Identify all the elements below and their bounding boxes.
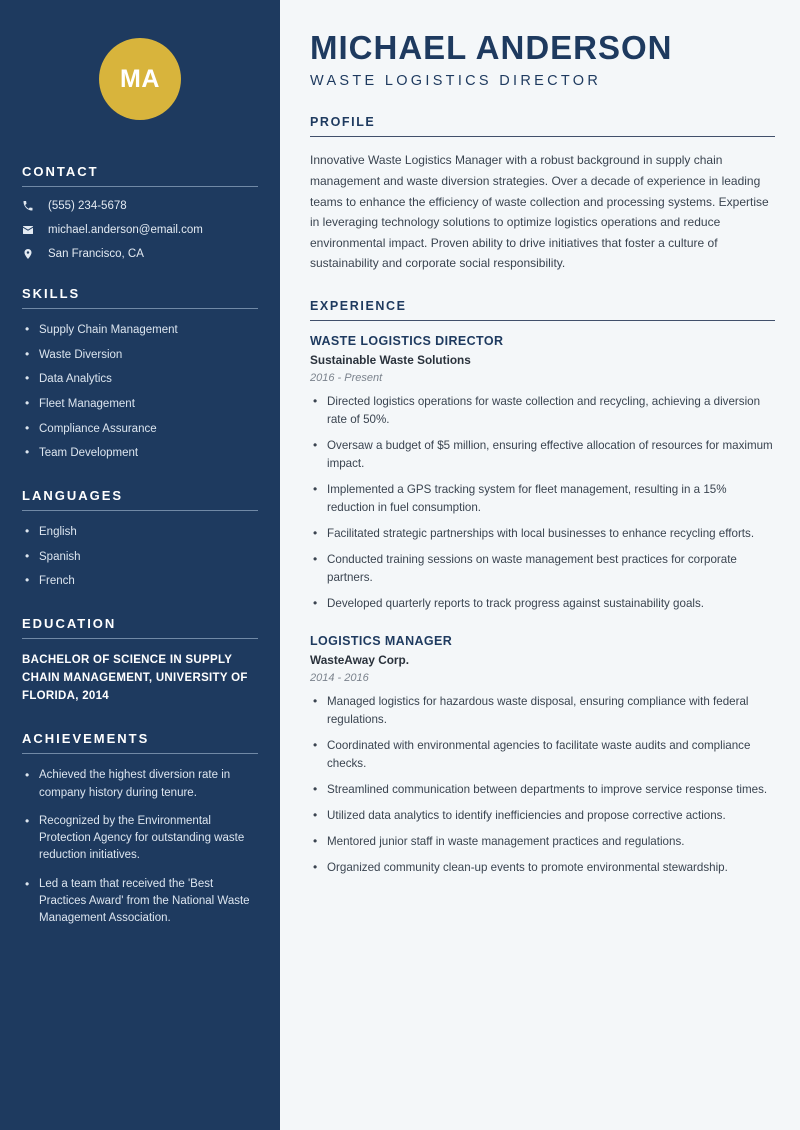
skills-list [22, 322, 258, 462]
envelope-icon [22, 224, 40, 236]
list-item: • Developed quarterly reports to track progress against sustainability goals. [310, 595, 775, 613]
experience-bullets [310, 693, 775, 877]
sidebar [0, 0, 280, 1130]
list-item: • English [22, 524, 258, 541]
main-content [280, 0, 800, 1130]
profile-text: Innovative Waste Logistics Manager with a robust background in supply chain management and waste diversion strategies. Over a decade of experience in leading teams to enhance the efficiency of waste collection and processing systems. Expertise in leveraging technology solutions to optimize logistics operations and reduce environmental impact. Proven ability to drive initiatives that foster a culture of sustainability and corporate social responsibility. [310, 153, 769, 271]
contact-value-phone: (555) 234-5678 [48, 200, 127, 212]
skills-heading: SKILLS [22, 286, 81, 301]
experience-heading: EXPERIENCE [310, 299, 407, 314]
profile-divider [310, 136, 775, 137]
languages-list [22, 524, 258, 590]
contact-value-location: San Francisco, CA [48, 248, 144, 260]
list-item: • Conducted training sessions on waste management best practices for corporate partners. [310, 551, 775, 587]
contact-list [22, 200, 258, 260]
sidebar-section-skills [22, 286, 258, 462]
section-profile [310, 115, 775, 274]
list-item: • Utilized data analytics to identify inefficiencies and propose corrective actions. [310, 807, 775, 825]
sidebar-section-contact [22, 164, 258, 260]
list-item: • Recognized by the Environmental Protection Agency for outstanding waste reduction initiatives. [22, 813, 258, 865]
list-item: • Mentored junior staff in waste management practices and regulations. [310, 833, 775, 851]
languages-divider [22, 510, 258, 511]
contact-divider [22, 186, 258, 187]
list-item: • French [22, 573, 258, 590]
contact-item-email[interactable] [22, 224, 258, 236]
list-item: • Streamlined communication between departments to improve service response times. [310, 781, 775, 799]
list-item: • Implemented a GPS tracking system for fleet management, resulting in a 15% reduction in fuel consumption. [310, 481, 775, 517]
list-item: • Compliance Assurance [22, 421, 258, 438]
job-subtitle: WASTE LOGISTICS DIRECTOR [310, 73, 602, 90]
experience-entry [310, 334, 775, 613]
experience-bullets [310, 393, 775, 613]
experience-role: WASTE LOGISTICS DIRECTOR [310, 334, 504, 349]
list-item: • Supply Chain Management [22, 322, 258, 339]
achievements-heading: ACHIEVEMENTS [22, 731, 150, 747]
list-item: • Data Analytics [22, 371, 258, 388]
list-item: • Managed logistics for hazardous waste disposal, ensuring compliance with federal regulations. [310, 693, 775, 729]
list-item: • Organized community clean-up events to promote environmental stewardship. [310, 859, 775, 877]
contact-item-phone[interactable] [22, 200, 258, 212]
page-title: MICHAEL ANDERSON [310, 29, 673, 66]
phone-icon [22, 200, 40, 212]
profile-heading: PROFILE [310, 115, 376, 130]
achievements-list [22, 767, 258, 927]
section-experience [310, 299, 775, 876]
contact-heading: CONTACT [22, 164, 99, 179]
sidebar-section-education [22, 616, 258, 705]
achievements-divider [22, 753, 258, 754]
map-pin-icon [22, 248, 40, 260]
experience-company: WasteAway Corp. [310, 652, 409, 667]
list-item: • Fleet Management [22, 396, 258, 413]
avatar-container [22, 0, 258, 164]
sidebar-section-languages [22, 488, 258, 590]
list-item: • Waste Diversion [22, 347, 258, 364]
avatar-initials: MA [99, 38, 181, 120]
experience-divider [310, 320, 775, 321]
experience-dates: 2016 - Present [310, 372, 383, 385]
experience-entry [310, 634, 775, 877]
list-item: • Facilitated strategic partnerships with local businesses to enhance recycling efforts. [310, 525, 775, 543]
education-divider [22, 638, 258, 639]
contact-item-location[interactable] [22, 248, 258, 260]
list-item: • Spanish [22, 549, 258, 566]
list-item: • Oversaw a budget of $5 million, ensuring effective allocation of resources for maximum impact. [310, 437, 775, 473]
experience-company: Sustainable Waste Solutions [310, 353, 471, 368]
list-item: • Achieved the highest diversion rate in company history during tenure. [22, 767, 258, 802]
education-heading: EDUCATION [22, 616, 117, 632]
experience-role: LOGISTICS MANAGER [310, 633, 453, 648]
contact-value-email: michael.anderson@email.com [48, 224, 203, 236]
list-item: • Team Development [22, 445, 258, 462]
list-item: • Directed logistics operations for waste collection and recycling, achieving a diversion rate of 50%. [310, 393, 775, 429]
education-entry: BACHELOR OF SCIENCE IN SUPPLY CHAIN MANAGEMENT, UNIVERSITY OF FLORIDA, 2014 [22, 654, 248, 702]
skills-divider [22, 308, 258, 309]
list-item: • Led a team that received the 'Best Practices Award' from the National Waste Management Association. [22, 876, 258, 928]
list-item: • Coordinated with environmental agencies to facilitate waste audits and compliance checks. [310, 737, 775, 773]
sidebar-section-achievements [22, 731, 258, 927]
experience-dates: 2014 - 2016 [310, 671, 369, 684]
languages-heading: LANGUAGES [22, 488, 124, 504]
